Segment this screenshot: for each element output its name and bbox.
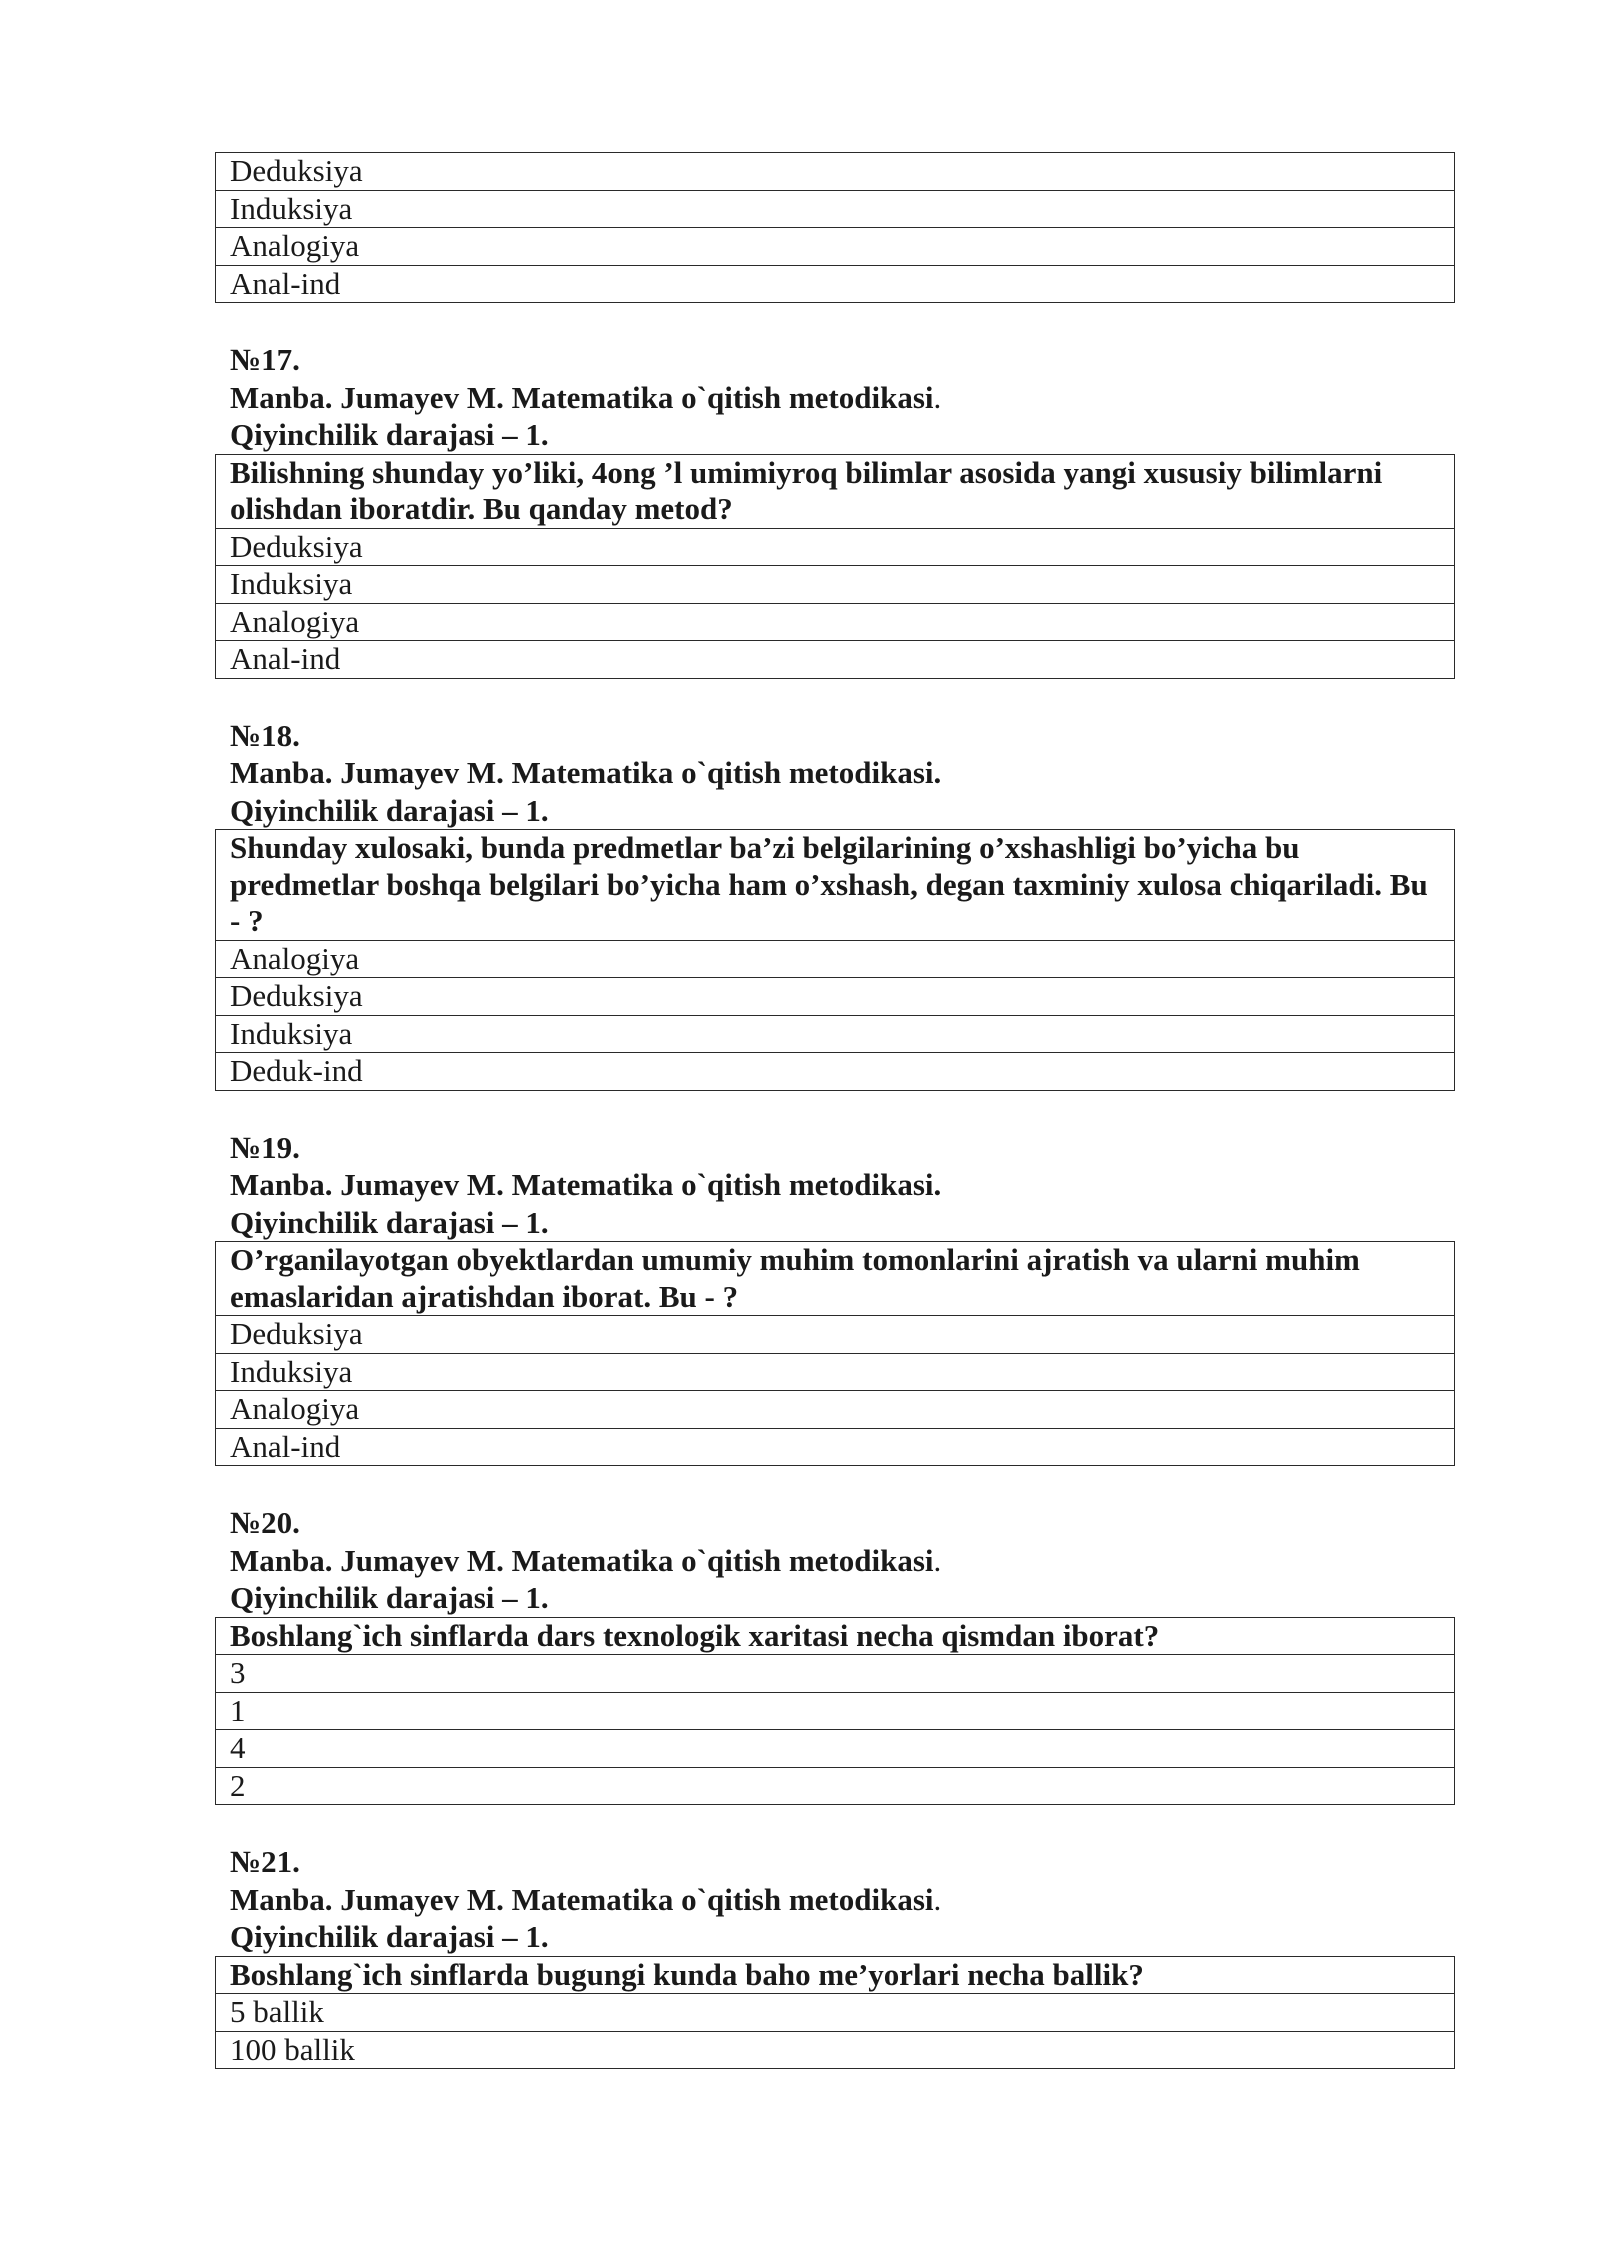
question-number: №17. [230,342,300,377]
question-source: Manba. Jumayev M. Matematika o`qitish metodikasi. [230,1542,942,1578]
question-block [215,1504,1455,1805]
question-text: Bilishning shunday yo’liki, 4ong ’l umimiyroq bilimlar asosida yangi xususiy bilimlarni olishdan iboratdir. Bu qanday metod? [216,454,1455,528]
answer-option: Induksiya [216,1353,1455,1391]
question-number: №18. [230,717,300,753]
answer-option: Analogiya [216,1391,1455,1429]
answer-option: 4 [216,1730,1455,1768]
question-text: O’rganilayotgan obyektlardan umumiy muhim tomonlarini ajratish va ularni muhim emaslaridan ajratishdan iborat. Bu - ? [216,1242,1455,1316]
document-page [215,152,1455,2069]
answer-option: 100 ballik [216,2031,1455,2069]
question-difficulty: Qiyinchilik darajasi – 1. [230,1919,549,1954]
question-table [215,454,1455,679]
question-text: Boshlang`ich sinflarda dars texnologik xaritasi necha qismdan iborat? [216,1617,1455,1655]
question-difficulty: Qiyinchilik darajasi – 1. [230,792,549,828]
answer-option: Anal-ind [216,1428,1455,1466]
answer-option: Anal-ind [216,265,1455,303]
question-table [215,1241,1455,1466]
answer-table [215,152,1455,303]
question-table [215,1617,1455,1806]
answer-option: 2 [216,1767,1455,1805]
question-number: №19. [230,1129,300,1165]
answer-option: Analogiya [216,940,1455,978]
question-difficulty: Qiyinchilik darajasi – 1. [230,1204,549,1240]
answer-option: Induksiya [216,190,1455,228]
question-text: Boshlang`ich sinflarda bugungi kunda baho me’yorlari necha ballik? [216,1956,1455,1994]
question-source: Manba. Jumayev M. Matematika o`qitish metodikasi. [230,379,942,415]
answer-option: Analogiya [216,228,1455,266]
question-block [215,1843,1455,2069]
question-source: Manba. Jumayev M. Matematika o`qitish metodikasi. [230,1881,942,1917]
question-block [215,717,1455,1091]
question-source: Manba. Jumayev M. Matematika o`qitish metodikasi. [230,755,942,790]
question-number: №21. [230,1844,300,1879]
question-difficulty: Qiyinchilik darajasi – 1. [230,1580,549,1615]
answer-option: 5 ballik [216,1994,1455,2032]
answer-option: Deduksiya [216,153,1455,191]
question-block [215,341,1455,679]
answer-option: Anal-ind [216,641,1455,679]
answer-option: Induksiya [216,1015,1455,1053]
answer-option: Deduksiya [216,1316,1455,1354]
question-number: №20. [230,1505,300,1540]
answer-option: Deduk-ind [216,1053,1455,1091]
question-block [215,1129,1455,1467]
question-difficulty: Qiyinchilik darajasi – 1. [230,417,549,452]
answer-option: Deduksiya [216,528,1455,566]
question-table [215,1956,1455,2070]
answer-option: Analogiya [216,603,1455,641]
answer-option: 3 [216,1655,1455,1693]
answer-option: Deduksiya [216,978,1455,1016]
answer-option: 1 [216,1692,1455,1730]
question-table [215,829,1455,1091]
question-source: Manba. Jumayev M. Matematika o`qitish metodikasi. [230,1167,942,1202]
answer-option: Induksiya [216,566,1455,604]
question-text: Shunday xulosaki, bunda predmetlar ba’zi belgilarining o’xshashligi bo’yicha bu predmetlar boshqa belgilari bo’yicha ham o’xshash, degan taxminiy xulosa chiqariladi. Bu - ? [216,830,1455,941]
